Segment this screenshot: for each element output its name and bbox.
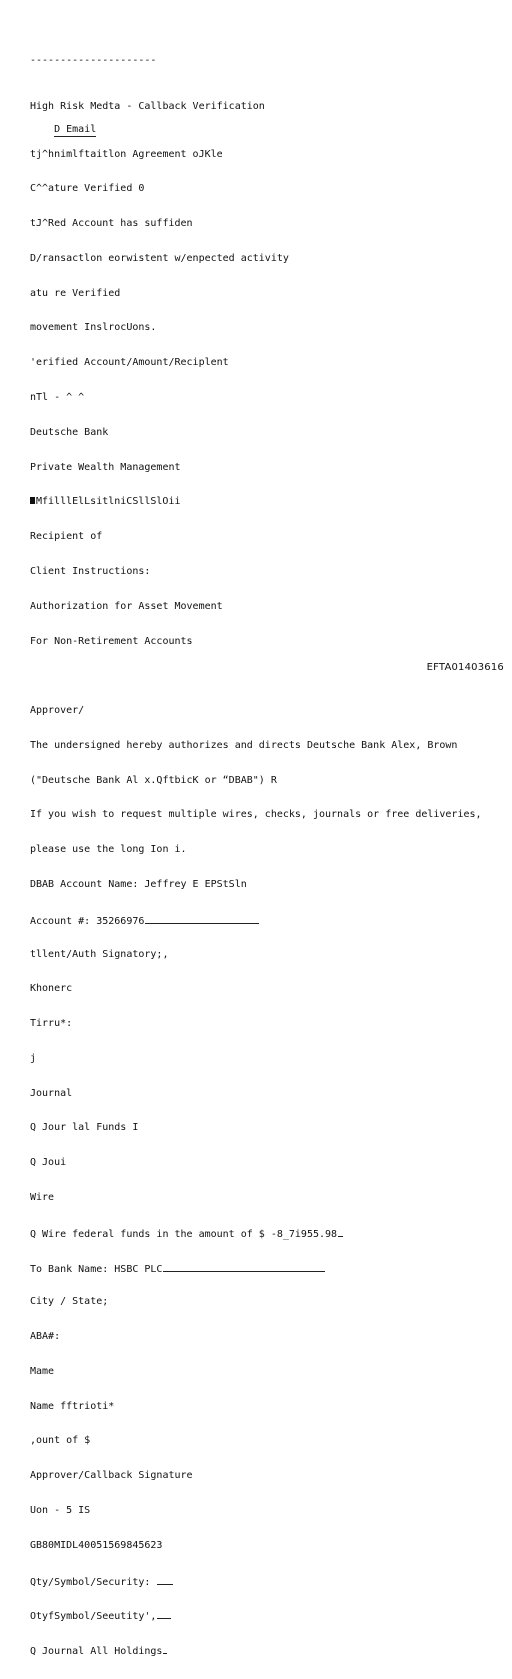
approver-signature-label: Approver/Callback Signature — [30, 1470, 193, 1482]
form-title: Authorization for Asset Movement — [30, 600, 223, 612]
section-journal: Journal — [30, 1087, 73, 1099]
doc-line: please use the long Ion i. — [30, 844, 187, 856]
bank-division: Private Wealth Management — [30, 461, 181, 473]
document-body — [30, 78, 500, 1679]
doc-line: MfilllElLsitlniCSllSlOii — [30, 496, 500, 508]
doc-line: Name fftrioti* — [30, 1400, 115, 1412]
bank-name: Deutsche Bank — [30, 426, 109, 438]
doc-line: movement InslrocUons. — [30, 322, 157, 334]
to-bank-field: To Bank Name: HSBC PLC — [30, 1262, 500, 1274]
form-subtitle: For Non-Retirement Accounts — [30, 635, 193, 647]
doc-line: tj^hnimlftaitlon Agreement oJKle — [30, 148, 223, 160]
account-number-field: Account #: 35266976 — [30, 914, 500, 926]
doc-line: Client Instructions: — [30, 565, 151, 577]
aba-field: ABA#: — [30, 1331, 61, 1343]
qty-symbol-field-2: OtyfSymbol/Seeutity', — [30, 1609, 500, 1621]
checkbox-filled-icon — [30, 497, 35, 504]
doc-line: Q Jour lal Funds I — [30, 1122, 139, 1134]
qty-symbol-field: Qty/Symbol/Security: — [30, 1575, 500, 1587]
doc-line: Mame — [30, 1365, 55, 1377]
doc-line: Recipient of — [30, 531, 103, 543]
doc-line: Khonerc — [30, 983, 73, 995]
doc-line: Approver/ — [30, 705, 85, 717]
journal-all-holdings: Q Journal All Holdings — [30, 1644, 500, 1656]
doc-line: Tirru*: — [30, 1018, 73, 1030]
doc-line: D Email — [54, 124, 97, 136]
bates-number: EFTA01403616 — [426, 662, 504, 673]
doc-line: C^^ature Verified 0 — [30, 183, 145, 195]
doc-line: 'erified Account/Amount/Reciplent — [30, 357, 229, 369]
doc-line: nTl - ^ ^ — [30, 392, 85, 404]
doc-line: If you wish to request multiple wires, checks, journals or free deliveries, — [30, 809, 482, 821]
account-name-field: DBAB Account Name: Jeffrey E EPStSln — [30, 878, 247, 890]
doc-line: tllent/Auth Signatory;, — [30, 948, 169, 960]
doc-line: ,ount of $ — [30, 1435, 91, 1447]
doc-line: Q Joui — [30, 1157, 67, 1169]
doc-line: atu re Verified — [30, 287, 121, 299]
section-wire: Wire — [30, 1192, 55, 1203]
doc-title: High Risk Medta - Callback Verification — [30, 101, 265, 113]
wire-amount-field: Q Wire federal funds in the amount of $ -8_7i955.98 — [30, 1227, 500, 1239]
doc-line: Uon - 5 IS — [30, 1505, 91, 1517]
doc-line: ("Deutsche Bank Al x.QftbicK or “DBAB") R — [30, 774, 277, 786]
doc-line: D/ransactlon eorwistent w/enpected activity — [30, 252, 289, 264]
doc-line: j — [30, 1052, 37, 1064]
separator-line: --------------------- — [30, 55, 157, 66]
doc-line: The undersigned hereby authorizes and directs Deutsche Bank Alex, Brown — [30, 739, 458, 751]
doc-line: tJ^Red Account has suffiden — [30, 218, 193, 230]
iban-field: GB80MIDL40051569845623 — [30, 1539, 163, 1551]
city-state-field: City / State; — [30, 1296, 109, 1308]
